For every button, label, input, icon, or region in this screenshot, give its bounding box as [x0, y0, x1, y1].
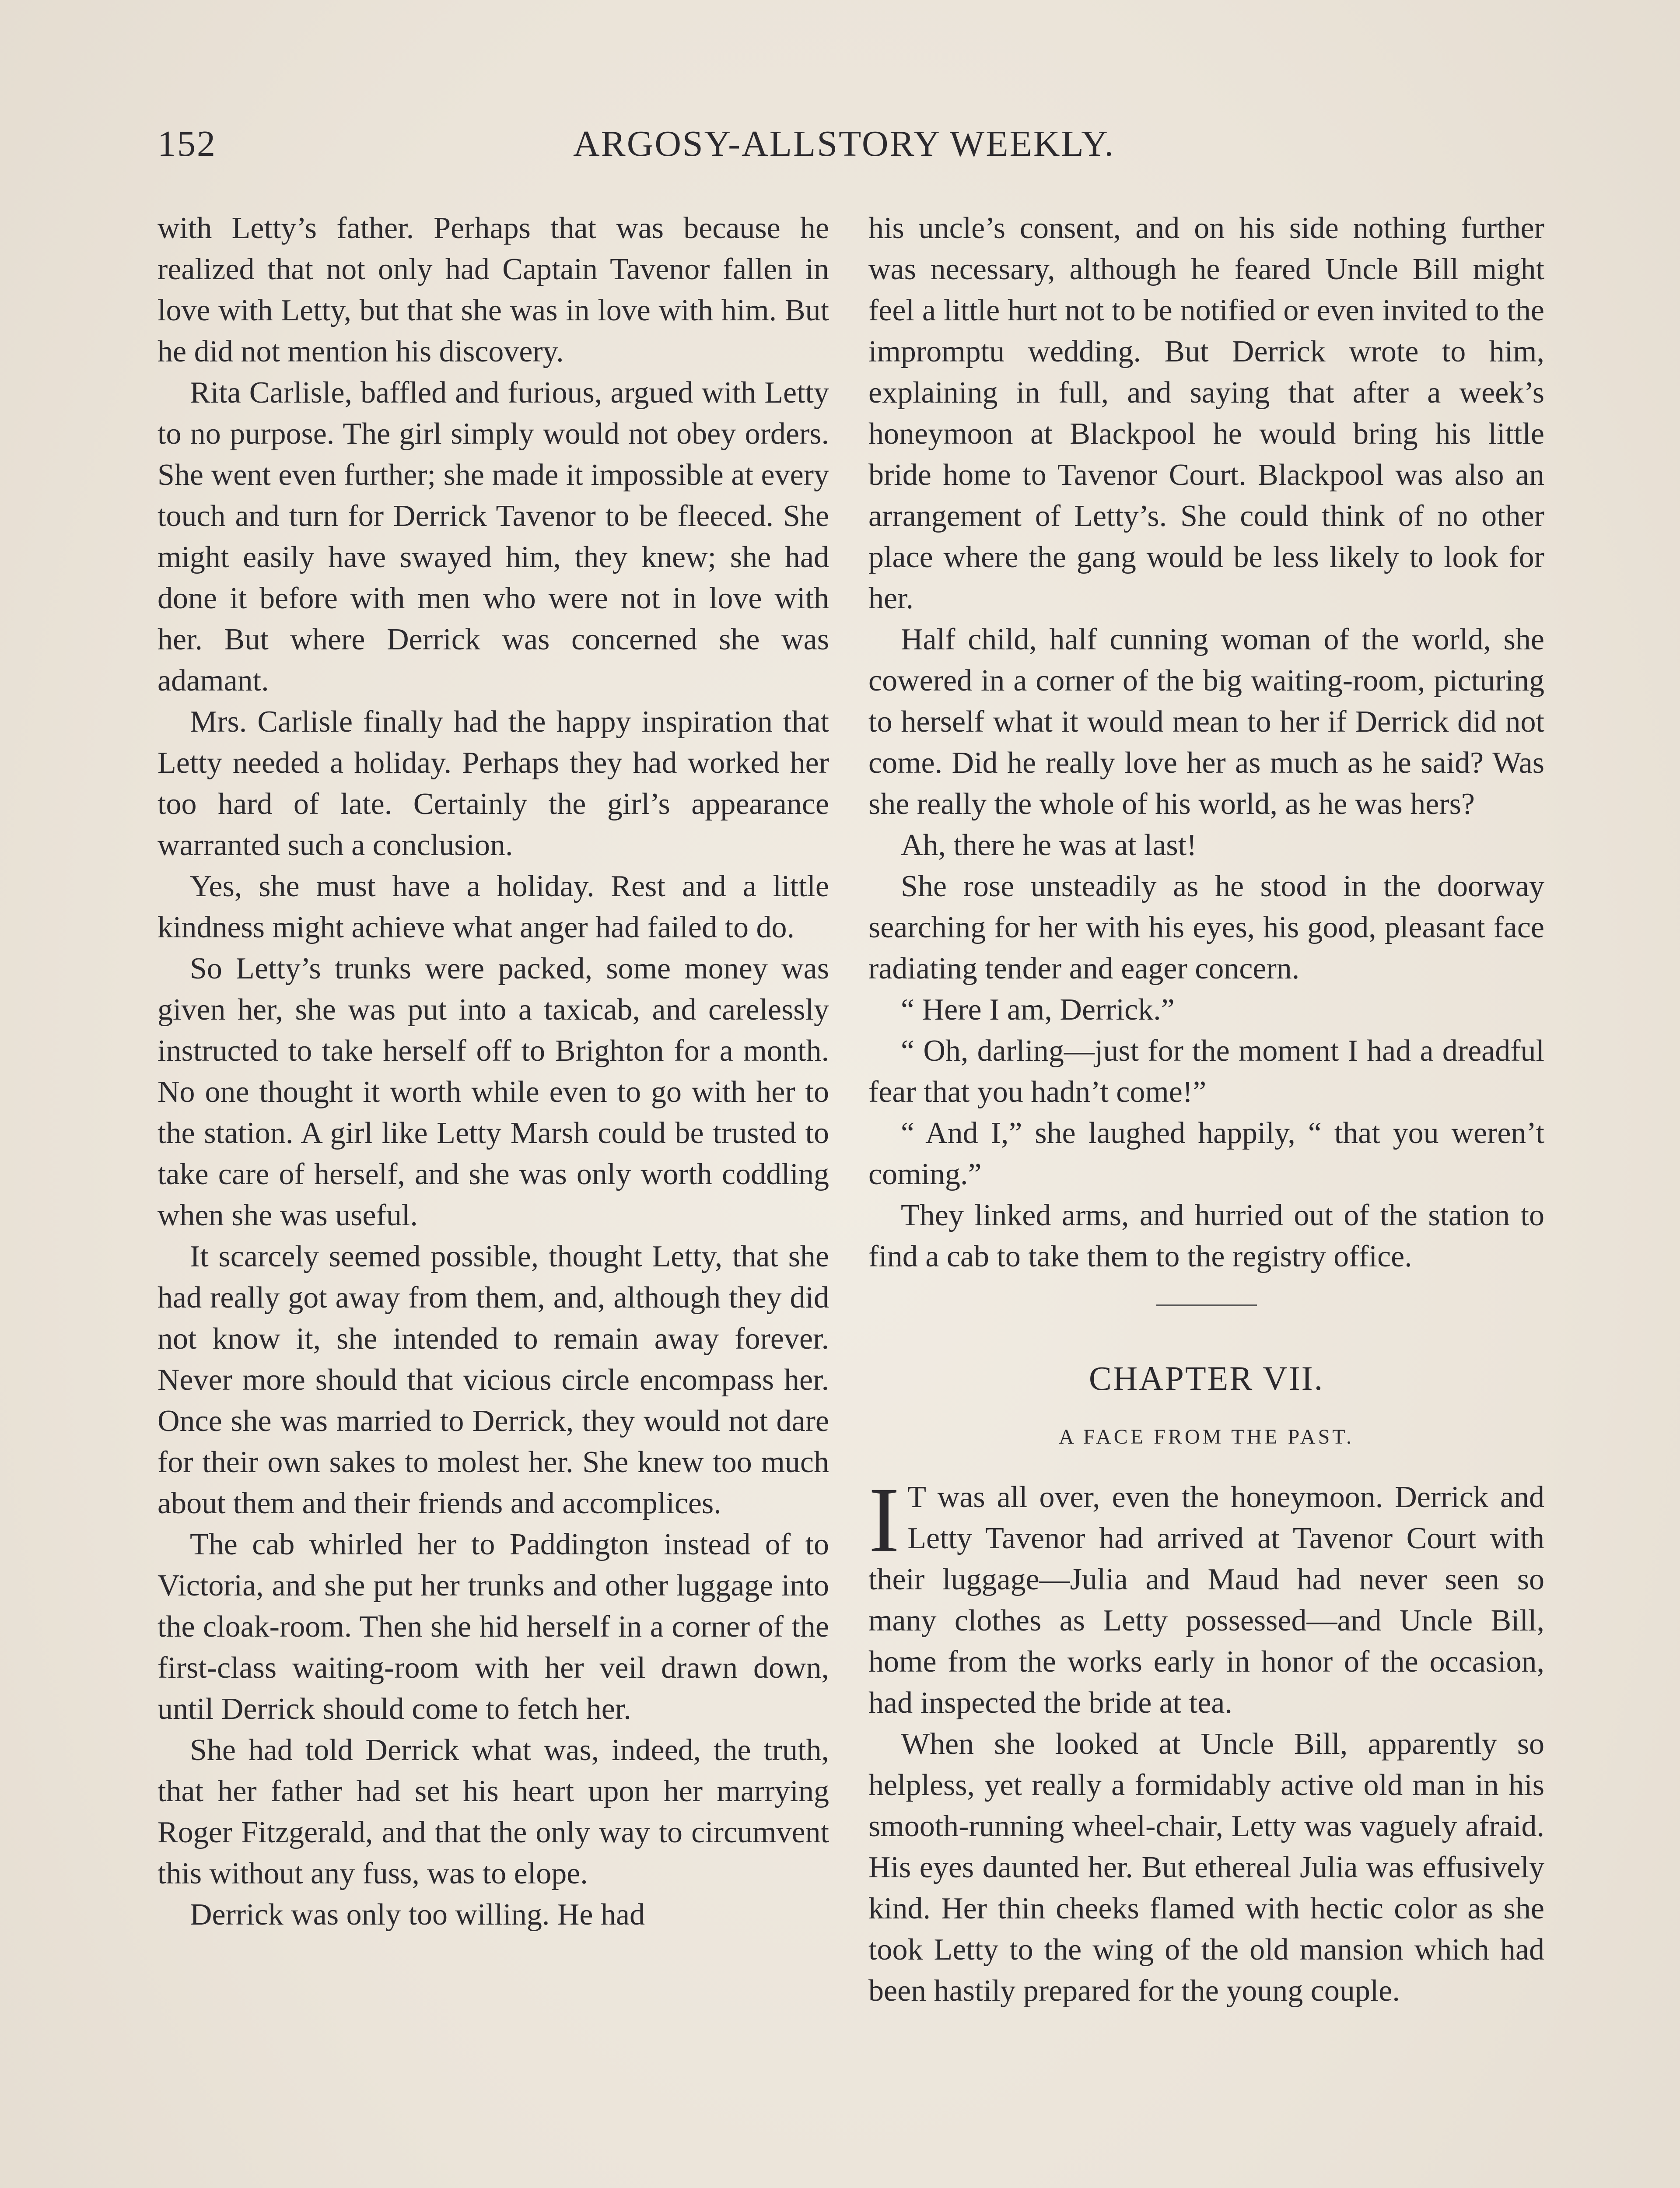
paragraph: She had told Derrick what was, indeed, the truth, that her father had set his heart upon her marrying Roger Fitzgerald, and that the only way to circumvent this without any fuss, was to elope. — [158, 1733, 829, 1890]
paragraph: “ Oh, darling—just for the moment I had a dreadful fear that you hadn’t come!” — [868, 1034, 1544, 1109]
chapter-opening-paragraph — [868, 1468, 1544, 1724]
left-column — [158, 208, 829, 1936]
paragraph: Yes, she must have a holiday. Rest and a little kindness might achieve what anger had failed to do. — [158, 870, 829, 944]
page-header — [158, 123, 1426, 175]
paragraph: So Letty’s trunks were packed, some money was given her, she was put into a taxicab, and carelessly instructed to take herself off to Brighton for a month. No one thought it worth while even to go with her to the station. A girl like Letty Marsh could be trusted to take care of herself, and she was only worth coddling when she was useful. — [158, 952, 829, 1232]
drop-cap: I — [868, 1468, 900, 1572]
chapter-subtitle: A FACE FROM THE PAST. — [1058, 1425, 1354, 1448]
paragraph: Derrick was only too willing. He had — [190, 1898, 645, 1932]
section-divider — [1156, 1304, 1257, 1306]
opening-text: T was all over, even the honeymoon. Derrick and Letty Tavenor had arrived at Tavenor Court with their luggage—Julia and Maud had never seen so many clothes as Letty possessed—and Uncle Bill, home from the works early in honor of the occasion, had inspected the bride at tea. — [868, 1480, 1544, 1720]
paragraph: with Letty’s father. Perhaps that was because he realized that not only had Captain Tavenor fallen in love with Letty, but that she was in love with him. But he did not mention his discovery. — [158, 211, 829, 368]
paragraph: They linked arms, and hurried out of the station to find a cab to take them to the registry office. — [868, 1199, 1544, 1273]
page-number: 152 — [158, 123, 217, 164]
paragraph: Half child, half cunning woman of the world, she cowered in a corner of the big waiting-room, picturing to herself what it would mean to her if Derrick did not come. Did he really love her as much as he said? Was she really the whole of his world, as he was hers? — [868, 623, 1544, 821]
paragraph: She rose unsteadily as he stood in the doorway searching for her with his eyes, his good, pleasant face radiating tender and eager concern. — [868, 870, 1544, 985]
chapter-title: CHAPTER VII. — [1088, 1359, 1324, 1397]
paragraph: The cab whirled her to Paddington instead of to Victoria, and she put her trunks and other luggage into the cloak-room. Then she hid herself in a corner of the first-class waiting-room with her veil drawn down, until Derrick should come to fetch her. — [158, 1528, 829, 1726]
paragraph: Rita Carlisle, baffled and furious, argued with Letty to no purpose. The girl simply would not obey orders. She went even further; she made it impossible at every touch and turn for Derrick Tavenor to be fleeced. She might easily have swayed him, they knew; she had done it before with men who were not in love with her. But where Derrick was concerned she was adamant. — [158, 376, 829, 698]
paragraph: Ah, there he was at last! — [901, 828, 1197, 862]
paragraph: “ Here I am, Derrick.” — [901, 993, 1175, 1027]
right-column — [868, 208, 1544, 2012]
paragraph: Mrs. Carlisle finally had the happy inspiration that Letty needed a holiday. Perhaps they had worked her too hard of late. Certainly the girl’s appearance warranted such a conclusion. — [158, 705, 829, 862]
running-head: ARGOSY-ALLSTORY WEEKLY. — [573, 123, 1115, 164]
paragraph: It scarcely seemed possible, thought Letty, that she had really got away from them, and, although they did not know it, she intended to remain away forever. Never more should that vicious circle encompass her. Once she was married to Derrick, they would not dare for their own sakes to molest her. She knew too much about them and their friends and accomplices. — [158, 1240, 829, 1520]
paragraph: “ And I,” she laughed happily, “ that you weren’t coming.” — [868, 1116, 1544, 1191]
paragraph: his uncle’s consent, and on his side nothing further was necessary, although he feared Uncle Bill might feel a little hurt not to be notified or even invited to the impromptu wedding. But Derrick wrote to him, explaining in full, and saying that after a week’s honeymoon at Blackpool he would bring his little bride home to Tavenor Court. Blackpool was also an arrangement of Letty’s. She could think of no other place where the gang would be less likely to look for her. — [868, 211, 1544, 615]
paragraph: When she looked at Uncle Bill, apparently so helpless, yet really a formidably active old man in his smooth-running wheel-chair, Letty was vaguely afraid. His eyes daunted her. But ethereal Julia was effusively kind. Her thin cheeks flamed with hectic color as she took Letty to the wing of the old mansion which had been hastily prepared for the young couple. — [868, 1727, 1544, 2008]
